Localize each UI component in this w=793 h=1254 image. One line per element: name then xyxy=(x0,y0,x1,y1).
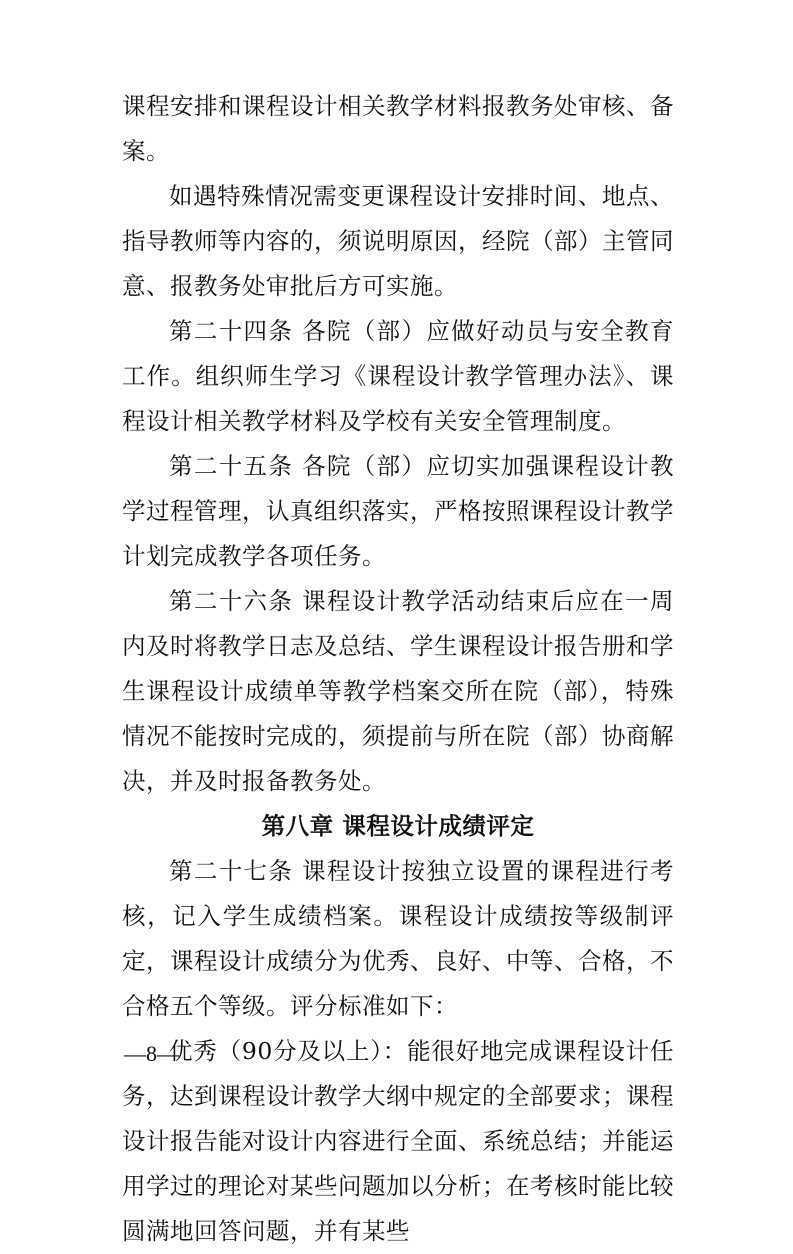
grade-excellent-paragraph: 优秀（90分及以上）：能很好地完成课程设计任务，达到课程设计教学大纲中规定的全部要求；课程设计报告能对设计内容进行全面、系统总结；并能运用学过的理论对某些问题加以分析；在考核时能比较圆满地回答问题，并有某些 xyxy=(122,1037,674,1245)
article-24-paragraph: 第二十四条 各院（部）应做好动员与安全教育工作。组织师生学习《课程设计教学管理办法》、课程设计相关教学材料及学校有关安全管理制度。 xyxy=(122,317,674,435)
article-25-paragraph: 第二十五条 各院（部）应切实加强课程设计教学过程管理，认真组织落实，严格按照课程设计教学计划完成教学各项任务。 xyxy=(122,452,674,570)
page-number: —8— xyxy=(124,1041,179,1066)
paragraph-2: 如遇特殊情况需变更课程设计安排时间、地点、指导教师等内容的，须说明原因，经院（部）主管同意、报教务处审批后方可实施。 xyxy=(122,182,674,300)
chapter-heading: 第八章 课程设计成绩评定 xyxy=(261,812,535,840)
document-body xyxy=(122,84,674,1254)
article-26-paragraph: 第二十六条 课程设计教学活动结束后应在一周内及时将教学日志及总结、学生课程设计报告册和学生课程设计成绩单等教学档案交所在院（部），特殊情况不能按时完成的，须提前与所在院（部）协商解决，并及时报备教务处。 xyxy=(122,587,674,795)
paragraph-1: 课程安排和课程设计相关教学材料报教务处审核、备案。 xyxy=(122,92,674,165)
article-27-paragraph: 第二十七条 课程设计按独立设置的课程进行考核，记入学生成绩档案。课程设计成绩按等级制评定，课程设计成绩分为优秀、良好、中等、合格，不合格五个等级。评分标准如下： xyxy=(122,857,674,1020)
